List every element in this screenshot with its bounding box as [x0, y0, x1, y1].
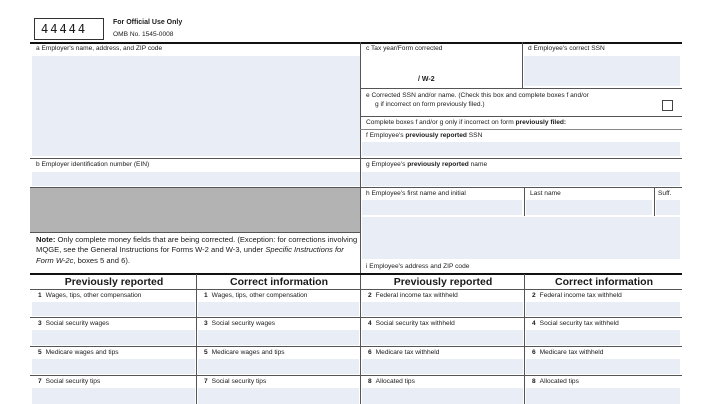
previously-reported-name-field[interactable]	[362, 172, 680, 186]
employer-name-address-field[interactable]	[32, 56, 360, 156]
complete-fg-instruction	[366, 119, 566, 127]
col-head-corr-right: Correct information	[554, 276, 653, 288]
box-6-prev-field[interactable]	[362, 359, 523, 374]
box-3-corr-field[interactable]	[198, 330, 359, 345]
box-2-prev-field[interactable]	[362, 302, 523, 316]
box-4-prev-field[interactable]	[362, 330, 523, 345]
omb-number: OMB No. 1545-0008	[113, 31, 174, 38]
box-g-label	[366, 161, 487, 169]
box-e-line2: g if incorrect on form previously filed.)	[375, 101, 485, 108]
box-e-line1: e Corrected SSN and/or name. (Check this box and complete boxes f and/or	[366, 92, 589, 99]
corrected-ssn-checkbox[interactable]	[662, 100, 673, 111]
box-4-prev-label: 4 Social security tax withheld	[368, 320, 455, 327]
box-2-prev-label: 2 Federal income tax withheld	[368, 292, 458, 299]
box-4-corr-field[interactable]	[526, 330, 680, 345]
box-g-suffix: name	[468, 161, 488, 168]
complete-bold: previously filed:	[515, 119, 567, 126]
box-1-corr-field[interactable]	[198, 302, 359, 316]
suffix-field[interactable]	[656, 200, 680, 215]
box-8-prev-label: 8 Allocated tips	[368, 378, 415, 385]
official-use-label: For Official Use Only	[113, 19, 183, 26]
box-6-corr-label: 6 Medicare tax withheld	[532, 349, 604, 356]
box-5-prev-label: 5 Medicare wages and tips	[38, 349, 119, 356]
box-5-corr-field[interactable]	[198, 359, 359, 374]
box-d-label: d Employee's correct SSN	[528, 45, 605, 52]
box-1-corr-label: 1 Wages, tips, other compensation	[204, 292, 308, 299]
previously-reported-ssn-field[interactable]	[362, 142, 680, 156]
col-head-prev-left: Previously reported	[64, 276, 164, 288]
suffix-label: Suff.	[658, 190, 672, 197]
note-part1: Only complete money fields that are being corrected. (Exception: for corrections involving MQGE, see the General Instructions for Forms W-2 and W-3, under	[36, 235, 358, 255]
box-5-corr-label: 5 Medicare wages and tips	[204, 349, 285, 356]
employee-correct-ssn-field[interactable]	[524, 56, 680, 86]
last-name-field[interactable]	[526, 200, 652, 215]
col-head-prev-right: Previously reported	[393, 276, 493, 288]
box-f-suffix: SSN	[466, 132, 483, 139]
box-7-prev-label: 7 Social security tips	[38, 378, 101, 385]
box-g-prefix: g Employee's	[366, 161, 408, 168]
box-1-prev-field[interactable]	[32, 302, 195, 316]
box-c-form: / W-2	[418, 76, 435, 83]
box-1-prev-label: 1 Wages, tips, other compensation	[38, 292, 142, 299]
box-8-corr-label: 8 Allocated tips	[532, 378, 579, 385]
last-name-label: Last name	[530, 190, 561, 197]
box-6-corr-field[interactable]	[526, 359, 680, 374]
money-rows	[30, 290, 682, 404]
shaded-area	[30, 188, 361, 232]
box-8-corr-field[interactable]	[526, 388, 680, 404]
box-3-prev-field[interactable]	[32, 330, 195, 345]
first-name-field[interactable]	[362, 200, 522, 215]
complete-prefix: Complete boxes f and/or g only if incorrect on form	[366, 119, 516, 126]
box-8-prev-field[interactable]	[362, 388, 523, 404]
employee-address-field[interactable]	[362, 217, 680, 259]
box-7-corr-field[interactable]	[198, 388, 359, 404]
box-i-label: i Employee's address and ZIP code	[366, 263, 470, 270]
box-f-bold: previously reported	[405, 132, 467, 139]
note-italic: Specific Instructions for Form W-2c	[36, 245, 344, 265]
box-4-corr-label: 4 Social security tax withheld	[532, 320, 619, 327]
box-2-corr-label: 2 Federal income tax withheld	[532, 292, 622, 299]
ein-field[interactable]	[32, 172, 360, 186]
box-b-label: b Employer identification number (EIN)	[36, 161, 150, 168]
box-g-bold: previously reported	[407, 161, 469, 168]
col-head-corr-left: Correct information	[229, 276, 328, 288]
box-5-prev-field[interactable]	[32, 359, 195, 374]
box-2-corr-field[interactable]	[526, 302, 680, 316]
box-7-prev-field[interactable]	[32, 388, 195, 404]
note-bold: Note:	[36, 235, 56, 244]
box-7-corr-label: 7 Social security tips	[204, 378, 267, 385]
form-code-box	[34, 18, 104, 40]
box-f-prefix: f Employee's	[366, 132, 406, 139]
box-c-label: c Tax year/Form corrected	[366, 45, 443, 52]
note-text	[36, 235, 358, 266]
form-code: 44444	[41, 22, 88, 36]
box-3-corr-label: 3 Social security wages	[204, 320, 276, 327]
note-part2: , boxes 5 and 6).	[73, 255, 130, 265]
box-h-label: h Employee's first name and initial	[366, 190, 466, 197]
box-3-prev-label: 3 Social security wages	[38, 320, 110, 327]
box-a-label: a Employer's name, address, and ZIP code	[36, 45, 163, 52]
box-f-label	[366, 132, 482, 140]
box-6-prev-label: 6 Medicare tax withheld	[368, 349, 440, 356]
